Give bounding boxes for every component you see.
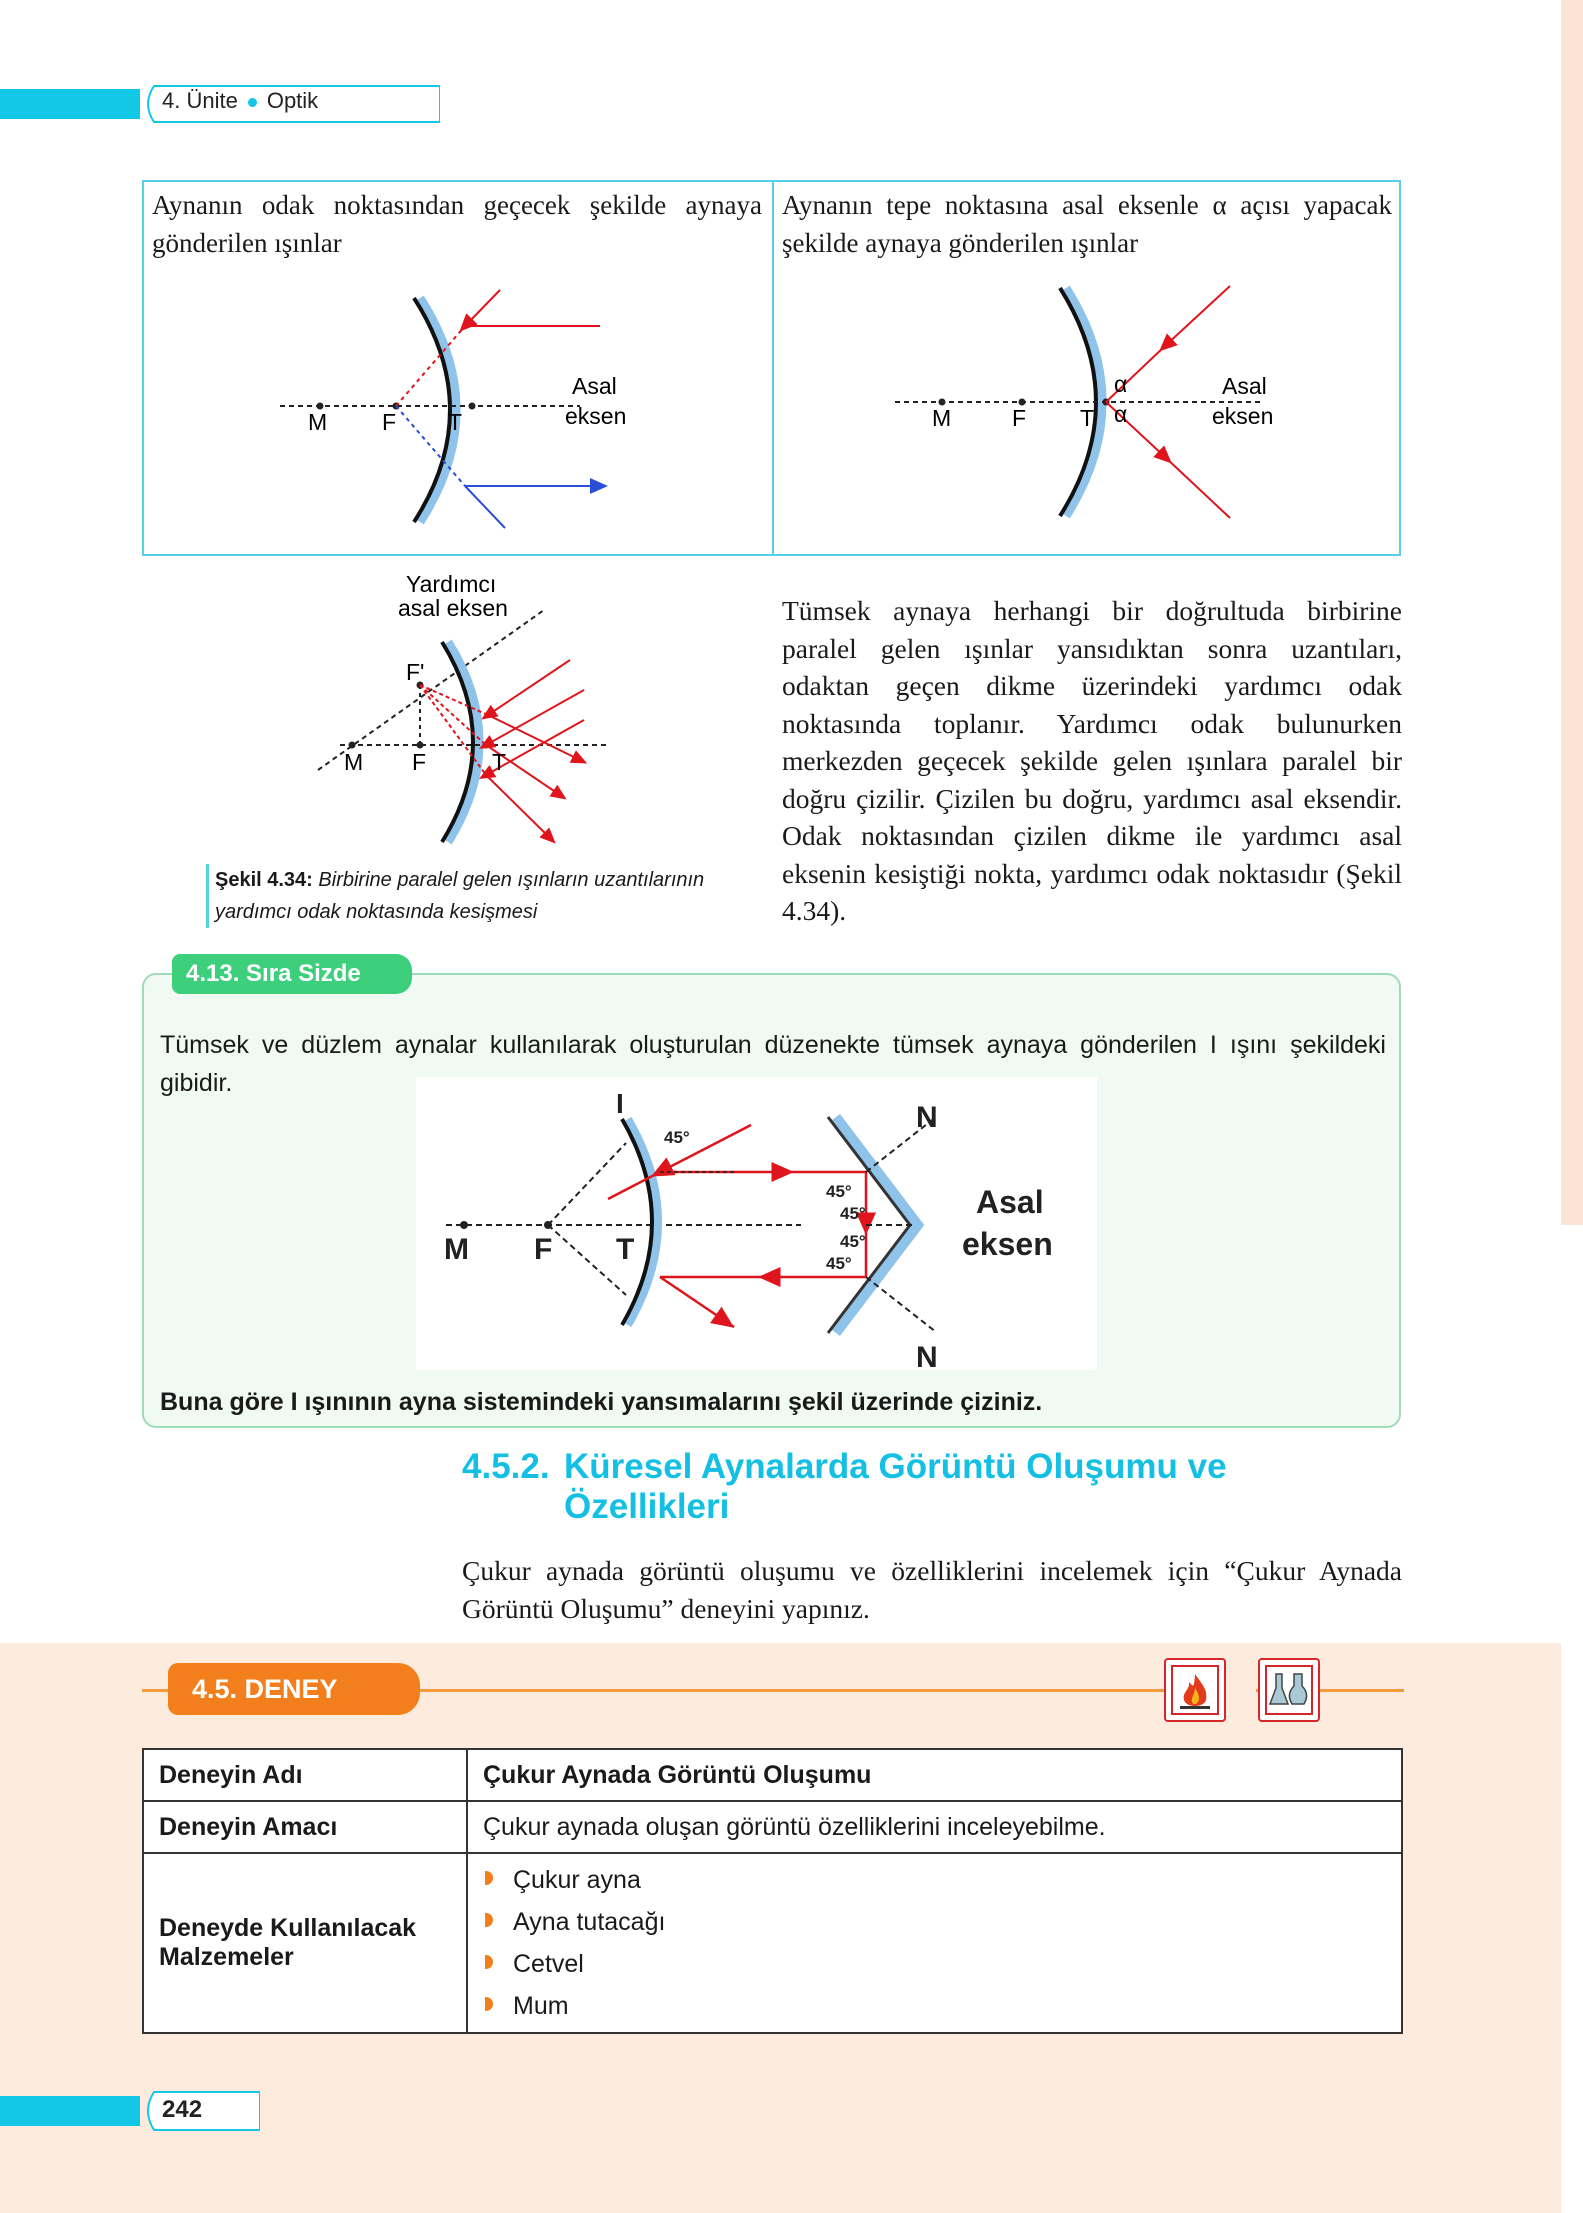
mirror-system-svg: [416, 1077, 1097, 1370]
auxiliary-focus-diagram: [300, 570, 620, 860]
label-normal-bottom: N: [916, 1341, 938, 1370]
table-row: [143, 1749, 1402, 1801]
figure-caption-label: Şekil 4.34:: [215, 869, 313, 891]
label-normal-top: N: [916, 1101, 938, 1134]
deney-table: [142, 1748, 1403, 2034]
list-item: Çukur ayna: [483, 1859, 1386, 1901]
materials-key-line-2: Malzemeler: [159, 1943, 294, 1971]
figure-caption-text: Birbirine paralel gelen ışınların uzantılarının yardımcı odak noktasında kesişmesi: [215, 869, 705, 923]
header-accent-bar: [0, 89, 140, 119]
label-m: M: [344, 749, 364, 775]
sira-sizde-question: Buna göre I ışınının ayna sistemindeki yansımalarını şekil üzerinde çiziniz.: [160, 1388, 1043, 1416]
breadcrumb-unit: 4. Ünite: [162, 88, 238, 113]
label-eksen: eksen: [1212, 403, 1274, 429]
page-edge-strip: [1561, 0, 1583, 1225]
label-alpha-bottom: α: [1114, 401, 1128, 427]
vertex-ray-diagram: [890, 280, 1290, 540]
label-asal: Asal: [1222, 373, 1267, 399]
label-alpha-top: α: [1114, 371, 1128, 397]
label-m: M: [444, 1233, 469, 1266]
label-m: M: [308, 409, 328, 435]
materials-list: [483, 1859, 1386, 2027]
body-paragraph: Tümsek aynaya herhangi bir doğrultuda birbirine paralel gelen ışınlar yansıdıktan sonra uzantıları, odaktan geçen dikme üzerindeki yardımcı odak noktasında toplanır. Yardımcı odak bulunurken merkezden geçecek şekilde gelen ışınlara paralel bir doğru çizilir. Çizilen bu doğru, yardımcı asal eksendir. Odak noktasından çizilen dikme ile yardımcı asal eksenin kesiştiği nokta, yardımcı odak noktasıdır (Şekil 4.34).: [782, 595, 1402, 926]
section-title-line-1: Küresel Aynalarda Görüntü Oluşumu ve: [564, 1447, 1227, 1486]
left-figure-caption: Aynanın odak noktasından geçecek şekilde aynaya gönderilen ışınlar: [152, 190, 762, 258]
materials-key-line-1: Deneyde Kullanılacak: [159, 1914, 417, 1942]
label-eksen: eksen: [962, 1226, 1053, 1262]
section-paragraph: Çukur aynada görüntü oluşumu ve özelliklerini incelemek için “Çukur Aynada Görüntü Oluşumu” deneyini yapınız.: [462, 1555, 1402, 1624]
icon-gap: [1226, 1687, 1256, 1695]
deney-aim-value: Çukur aynada oluşan görüntü özelliklerini inceleyebilme.: [467, 1801, 1402, 1853]
right-figure-caption: Aynanın tepe noktasına asal eksenle α açısı yapacak şekilde aynaya gönderilen ışınlar: [782, 190, 1392, 258]
label-t: T: [448, 409, 463, 435]
section-number: 4.5.2.: [462, 1447, 550, 1486]
label-asal: Asal: [976, 1184, 1044, 1220]
lab-flasks-icon: [1258, 1658, 1320, 1722]
list-item: Cetvel: [483, 1943, 1386, 1985]
deney-tab: 4.5. DENEY: [168, 1663, 420, 1715]
focus-ray-diagram: [270, 280, 630, 540]
label-f-prime: F': [406, 659, 425, 685]
label-f: F: [1012, 405, 1027, 431]
breadcrumb-topic: Optik: [266, 88, 319, 113]
aux-axis-label-1: Yardımcı: [406, 571, 497, 597]
top-figure-divider: [772, 180, 774, 556]
label-m: M: [932, 405, 952, 431]
deney-aim-key: Deneyin Amacı: [143, 1801, 467, 1853]
section-title-line-2: Özellikleri: [564, 1487, 730, 1526]
label-angle-3: 45°: [840, 1204, 866, 1223]
deney-materials-key: [143, 1853, 467, 2033]
label-t: T: [1080, 405, 1095, 431]
list-item: Mum: [483, 1985, 1386, 2027]
label-eksen: eksen: [565, 403, 627, 429]
deney-name-value: Çukur Aynada Görüntü Oluşumu: [467, 1749, 1402, 1801]
section-heading: [462, 1447, 1362, 1527]
label-angle-5: 45°: [826, 1254, 852, 1273]
label-angle-1: 45°: [664, 1128, 690, 1147]
label-f: F: [534, 1233, 553, 1266]
list-item: Ayna tutacağı: [483, 1901, 1386, 1943]
breadcrumb: [162, 88, 318, 114]
label-f: F: [412, 749, 427, 775]
deney-materials-value: [467, 1853, 1402, 2033]
table-row: [143, 1801, 1402, 1853]
deney-name-key: Deneyin Adı: [143, 1749, 467, 1801]
label-t: T: [616, 1233, 635, 1266]
label-ray-i: I: [616, 1088, 624, 1119]
label-t: T: [492, 749, 507, 775]
label-f: F: [382, 409, 397, 435]
label-angle-2: 45°: [826, 1182, 852, 1201]
table-row: [143, 1853, 1402, 2033]
breadcrumb-dot-icon: [248, 98, 257, 107]
page-number: 242: [162, 2096, 203, 2123]
mirror-system-figure: [416, 1077, 1097, 1370]
footer-accent-bar: [0, 2096, 140, 2126]
figure-caption: [206, 864, 735, 928]
sira-sizde-text: Tümsek ve düzlem aynalar kullanılarak oluşturulan düzenekte tümsek aynaya gönderilen I ışını şekildeki gibidir.: [160, 1031, 1386, 1097]
sira-sizde-tab: 4.13. Sıra Sizde: [172, 954, 412, 994]
label-asal: Asal: [572, 373, 617, 399]
aux-axis-label-2: asal eksen: [398, 595, 508, 621]
label-angle-4: 45°: [840, 1232, 866, 1251]
fire-hazard-icon: [1164, 1658, 1226, 1722]
